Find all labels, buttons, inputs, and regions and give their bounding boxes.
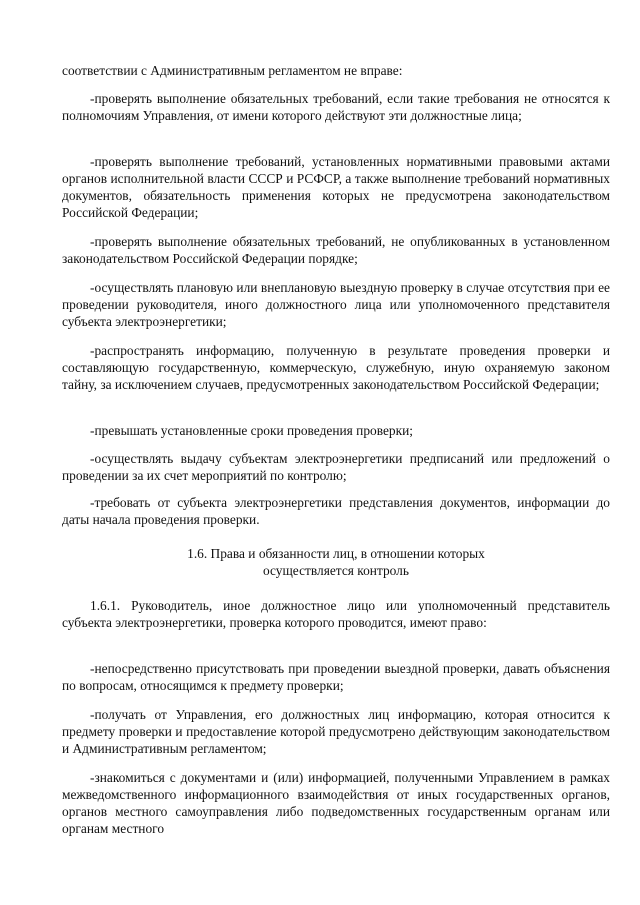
paragraph-item-3: -проверять выполнение обязательных требований, не опубликованных в установленном законодательством Российской Федерации порядке; bbox=[62, 234, 610, 266]
paragraph-intro: соответствии с Административным регламентом не вправе: bbox=[62, 63, 403, 78]
paragraph-item-4: -осуществлять плановую или внеплановую выездную проверку в случае отсутствия при ее проведении руководителя, иного должностного лица или уполномоченного представителя субъекта электроэнергетики; bbox=[62, 280, 610, 329]
paragraph-item-6: -превышать установленные сроки проведения проверки; bbox=[90, 423, 413, 438]
paragraph-item-2: -проверять выполнение требований, установленных нормативными правовыми актами органов исполнительной власти СССР и РСФСР, а также выполнение требований нормативных документов, обязательность применения которых не предусмотрена законодательством Российской Федерации; bbox=[62, 154, 610, 220]
paragraph-item-5: -распространять информацию, полученную в результате проведения проверки и составляющую государственную, коммерческую, служебную, иную охраняемую законом тайну, за исключением случаев, предусмотренных законодательством Российской Федерации; bbox=[62, 343, 610, 392]
section-heading-line-2: осуществляется контроль bbox=[263, 563, 409, 578]
section-heading bbox=[62, 545, 610, 579]
paragraph-item-8: -требовать от субъекта электроэнергетики представления документов, информации до даты начала проведения проверки. bbox=[62, 495, 610, 527]
paragraph-item-1: -проверять выполнение обязательных требований, если такие требования не относятся к полномочиям Управления, от имени которого действуют эти должностные лица; bbox=[62, 91, 610, 123]
paragraph-item-7: -осуществлять выдачу субъектам электроэнергетики предписаний или предложений о проведении за их счет мероприятий по контролю; bbox=[62, 451, 610, 483]
paragraph-right-1: -непосредственно присутствовать при проведении выездной проверки, давать объяснения по вопросам, относящимся к предмету проверки; bbox=[62, 661, 610, 693]
section-heading-line-1: 1.6. Права и обязанности лиц, в отношении которых bbox=[187, 546, 485, 561]
paragraph-right-2: -получать от Управления, его должностных лиц информацию, которая относится к предмету проверки и предоставление которой предусмотрено действующим законодательством и Административным регламентом; bbox=[62, 707, 610, 756]
paragraph-right-3: -знакомиться с документами и (или) информацией, полученными Управлением в рамках межведомственного информационного взаимодействия от иных государственных органов, органов местного самоуправления либо подведомственных государственным органам или органам местного bbox=[62, 770, 610, 836]
paragraph-1-6-1: 1.6.1. Руководитель, иное должностное лицо или уполномоченный представитель субъекта электроэнергетики, проверка которого проводится, имеют право: bbox=[62, 598, 610, 630]
